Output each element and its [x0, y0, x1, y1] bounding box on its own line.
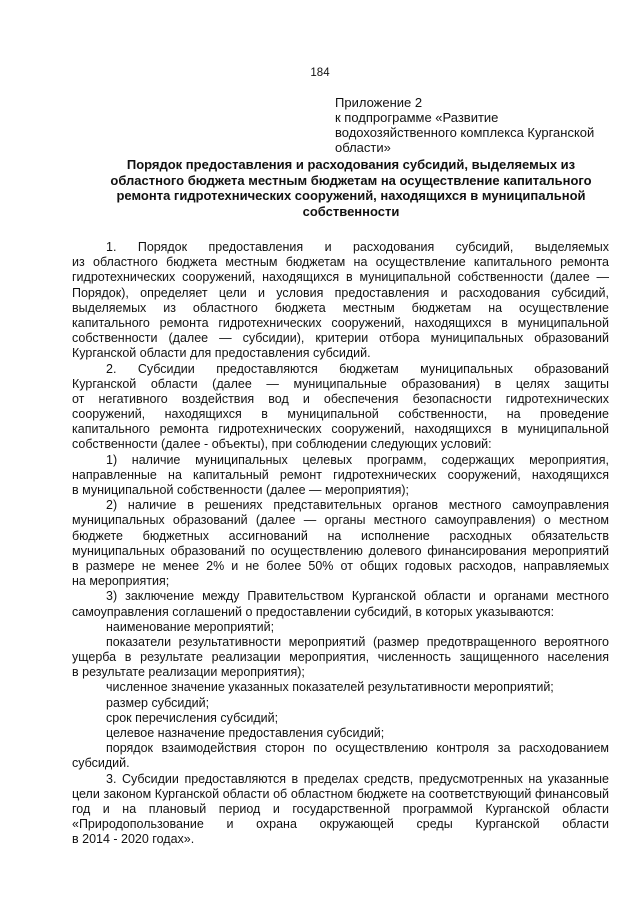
body-line: в муниципальной собственности (далее — мероприятия);: [72, 483, 410, 497]
body-line: Курганской области (далее — муниципальные образования) в целях защиты: [72, 376, 609, 391]
body-line: порядок взаимодействия сторон по осуществлению контроля за расходованием: [106, 741, 609, 756]
body-line: срок перечисления субсидий;: [106, 710, 279, 725]
body-line: Курганской области для предоставления субсидий.: [72, 346, 371, 361]
body-line: 2. Субсидии предоставляются бюджетам муниципальных образований: [106, 361, 609, 376]
body-line: показатели результативности мероприятий (размер предотвращенного вероятного: [106, 634, 609, 649]
body-line: гидротехнических сооружений, находящихся в муниципальной собственности (далее —: [72, 270, 609, 285]
body-line: в 2014 - 2020 годах».: [72, 832, 195, 847]
body-line: год и на плановый период и государственной программой Курганской области: [72, 801, 609, 816]
body-line: наименование мероприятий;: [106, 619, 275, 634]
body-line: собственности (далее — субсидии), критерии отбора муниципальных образований: [72, 331, 609, 346]
body-line: Порядок), определяет цели и условия предоставления и расходования субсидий,: [72, 285, 609, 300]
page-number: 184: [310, 67, 330, 79]
appendix-line: к подпрограмме «Развитие: [335, 110, 499, 125]
body-line: муниципальных образований (далее — органы местного самоуправления) о местном: [72, 513, 609, 528]
title-line: ремонта гидротехнических сооружений, находящихся в муниципальной: [116, 188, 586, 203]
body-line: самоуправления соглашений о предоставлении субсидий, в которых указываются:: [72, 604, 555, 619]
body-line: «Природопользование и охрана окружающей среды Курганской области: [72, 817, 609, 832]
body-line: 3. Субсидии предоставляются в пределах средств, предусмотренных на указанные: [106, 771, 609, 786]
body-line: ущерба в результате реализации мероприятия, численность защищенного населения: [72, 650, 609, 665]
body-line: цели законом Курганской области об областном бюджете на соответствующий финансовый: [72, 786, 609, 801]
body-line: направленные на капитальный ремонт гидротехнических сооружений, находящихся: [72, 467, 609, 482]
body-line: численное значение указанных показателей результативности мероприятий;: [106, 680, 554, 695]
body-line: от негативного воздействия вод и обеспечения безопасности гидротехнических: [72, 391, 609, 406]
appendix-line: области»: [335, 140, 391, 155]
body-line: целевое назначение предоставления субсидий;: [106, 726, 385, 740]
body-line: 1) наличие муниципальных целевых программ, содержащих мероприятия,: [106, 452, 609, 467]
body-line: в размере не менее 2% и не более 50% от общих годовых расходов, направляемых: [72, 558, 609, 573]
body-line: муниципальных образований по осуществлению долевого финансирования мероприятий: [72, 543, 609, 558]
body-line: выделяемых из областного бюджета местным бюджетам на осуществление: [72, 300, 609, 315]
body-line: сооружений, находящихся в муниципальной собственности, на проведение: [72, 407, 609, 422]
body-line: 1. Порядок предоставления и расходования субсидий, выделяемых: [106, 240, 609, 254]
title-line: Порядок предоставления и расходования субсидий, выделяемых из: [126, 157, 576, 172]
body-line: капитального ремонта гидротехнических сооружений, находящихся в муниципальной: [72, 315, 609, 330]
document-body: [72, 240, 609, 848]
body-line: из областного бюджета местным бюджетам на осуществление капитального ремонта: [72, 255, 609, 270]
body-line: размер субсидий;: [106, 695, 210, 710]
appendix-line: водохозяйственного комплекса Курганской: [335, 125, 595, 140]
body-line: бюджете бюджетных ассигнований на исполнение расходных обязательств: [72, 528, 609, 543]
body-line: собственности (далее - объекты), при соблюдении следующих условий:: [72, 437, 492, 452]
body-line: 3) заключение между Правительством Курганской области и органами местного: [106, 589, 609, 604]
appendix-line: Приложение 2: [335, 95, 423, 110]
body-line: в результате реализации мероприятия);: [72, 665, 305, 680]
appendix-header: [335, 95, 615, 155]
title-line: областного бюджета местным бюджетам на осуществление капитального: [110, 172, 592, 188]
body-line: субсидий.: [72, 756, 130, 771]
body-line: капитального ремонта гидротехнических сооружений, находящихся в муниципальной: [72, 422, 609, 437]
title-line: собственности: [302, 203, 400, 219]
document-title: [96, 157, 606, 219]
body-line: 2) наличие в решениях представительных органов местного самоуправления: [106, 498, 609, 513]
body-line: на мероприятия;: [72, 574, 170, 589]
